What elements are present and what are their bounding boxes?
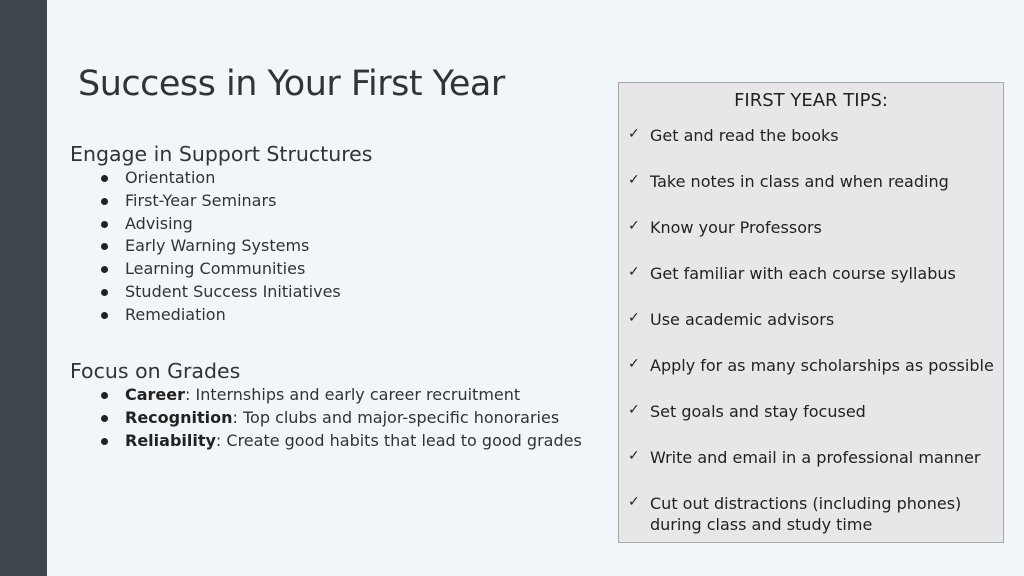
- list-item-text: : Top clubs and major-specific honoraries: [232, 407, 560, 427]
- tip-text: Set goals and stay focused: [650, 402, 866, 421]
- tip-text: Get and read the books: [650, 126, 839, 145]
- list-item-keyword: Reliability: [125, 430, 216, 450]
- bullet-icon: [101, 198, 108, 205]
- checkmark-icon: ✓: [628, 310, 640, 326]
- list-item-text: Learning Communities: [125, 259, 306, 279]
- bullet-icon: [101, 392, 108, 399]
- support-structures-list: [70, 167, 372, 327]
- list-item: [70, 167, 372, 190]
- checkmark-icon: ✓: [628, 448, 640, 464]
- tips-title: FIRST YEAR TIPS:: [734, 90, 888, 111]
- support-structures-section: [70, 141, 372, 327]
- tip-text: Get familiar with each course syllabus: [650, 264, 956, 283]
- first-year-tips-box: [618, 82, 1004, 543]
- grades-list: [70, 384, 582, 452]
- bullet-icon: [101, 175, 108, 182]
- list-item: [70, 235, 372, 258]
- list-item-text: : Internships and early career recruitment: [185, 385, 521, 404]
- tip-text: Apply for as many scholarships as possible: [650, 356, 994, 375]
- list-item: [70, 384, 582, 407]
- left-accent-bar: [0, 0, 47, 576]
- tip-text: Use academic advisors: [650, 310, 835, 329]
- list-item-text: Advising: [125, 213, 193, 233]
- bullet-icon: [101, 289, 108, 296]
- checkmark-icon: ✓: [628, 126, 640, 142]
- list-item-text: : Create good habits that lead to good grades: [215, 430, 582, 450]
- list-item-keyword: Recognition: [125, 407, 233, 427]
- checkmark-icon: ✓: [628, 402, 640, 418]
- tip-text: Take notes in class and when reading: [650, 172, 949, 191]
- list-item-text: First-Year Seminars: [125, 190, 277, 210]
- checkmark-icon: ✓: [628, 172, 640, 188]
- bullet-icon: [101, 415, 108, 422]
- bullet-icon: [101, 221, 108, 228]
- list-item: [70, 407, 582, 430]
- list-item: [70, 258, 372, 281]
- checkmark-icon: ✓: [628, 356, 640, 372]
- list-item: [70, 281, 372, 304]
- tip-text: Cut out distractions (including phones) during class and study time: [650, 494, 962, 534]
- slide-title: Success in Your First Year: [78, 64, 505, 104]
- list-item-text: Student Success Initiatives: [125, 281, 341, 301]
- checkmark-icon: ✓: [628, 218, 640, 234]
- list-item-text: Early Warning Systems: [125, 236, 310, 256]
- bullet-icon: [101, 266, 108, 273]
- list-item-text: Orientation: [125, 168, 216, 187]
- list-item: [70, 430, 582, 453]
- list-item: [70, 304, 372, 327]
- list-item-text: Remediation: [125, 304, 226, 324]
- bullet-icon: [101, 243, 108, 250]
- list-item: [70, 213, 372, 236]
- section-heading: Engage in Support Structures: [70, 142, 373, 166]
- checkmark-icon: ✓: [628, 494, 640, 510]
- list-item: [70, 190, 372, 213]
- tip-text: Know your Professors: [650, 218, 822, 237]
- tip-text: Write and email in a professional manner: [650, 448, 981, 467]
- list-item-keyword: Career: [125, 385, 186, 404]
- section-heading: Focus on Grades: [70, 359, 241, 383]
- focus-on-grades-section: [70, 358, 582, 452]
- checkmark-icon: ✓: [628, 264, 640, 280]
- bullet-icon: [101, 438, 108, 445]
- bullet-icon: [101, 312, 108, 319]
